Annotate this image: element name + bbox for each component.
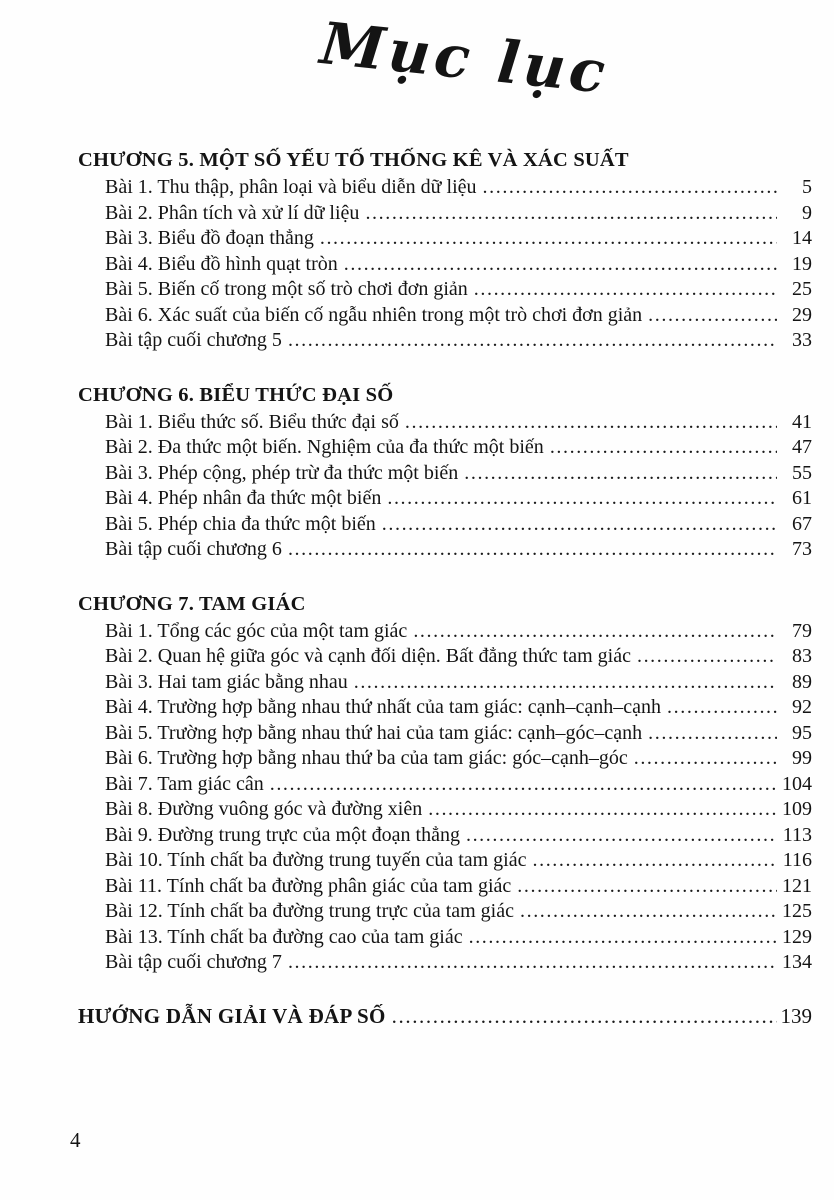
entry-page-number: 5 — [802, 176, 812, 198]
toc-entry — [78, 899, 812, 925]
page-title-wrap — [0, 0, 834, 128]
footer-page-number: 4 — [70, 1128, 81, 1152]
entry-label: Bài 5. Biến cố trong một số trò chơi đơn giản — [105, 278, 468, 300]
toc-entry — [78, 848, 812, 874]
toc-entry — [78, 823, 812, 849]
chapter-section — [78, 590, 812, 976]
dot-leader — [464, 461, 777, 487]
entry-label: Bài 5. Trường hợp bằng nhau thứ hai của tam giác: cạnh–góc–cạnh — [105, 721, 643, 744]
entry-label: Bài 6. Trường hợp bằng nhau thứ ba của tam giác: góc–cạnh–góc — [105, 747, 628, 769]
entry-page-number: 99 — [792, 747, 812, 769]
dot-leader — [365, 201, 777, 227]
page-title: Mục lục — [317, 9, 613, 107]
entry-page-number: 79 — [792, 619, 812, 642]
entry-page-number: 89 — [792, 670, 812, 693]
dot-leader — [648, 721, 777, 747]
toc-list — [0, 128, 834, 976]
dot-leader — [288, 537, 777, 563]
toc-entry — [78, 201, 812, 227]
entry-page-number: 61 — [792, 487, 812, 509]
toc-entry — [78, 695, 812, 721]
dot-leader — [344, 252, 777, 278]
entry-label: Bài 5. Phép chia đa thức một biến — [105, 512, 376, 535]
entry-label: Bài 2. Đa thức một biến. Nghiệm của đa thức một biến — [105, 436, 544, 458]
final-entry-page-number: 139 — [780, 1003, 812, 1028]
toc-entry — [78, 226, 812, 252]
toc-entry — [78, 874, 812, 900]
dot-leader — [634, 746, 777, 772]
dot-leader — [637, 644, 777, 670]
toc-entry — [78, 925, 812, 951]
entry-label: Bài tập cuối chương 6 — [105, 538, 282, 560]
chapter-heading: CHƯƠNG 5. MỘT SỐ YẾU TỐ THỐNG KÊ VÀ XÁC SUẤT — [78, 149, 629, 171]
entry-label: Bài 12. Tính chất ba đường trung trực của tam giác — [105, 900, 514, 922]
chapter-section — [78, 381, 812, 563]
dot-leader — [382, 512, 777, 538]
toc-entry — [78, 721, 812, 747]
entry-label: Bài 4. Trường hợp bằng nhau thứ nhất của tam giác: cạnh–cạnh–cạnh — [105, 696, 662, 718]
dot-leader — [270, 772, 777, 798]
entry-page-number: 129 — [782, 925, 812, 948]
entry-page-number: 41 — [792, 410, 812, 433]
toc-entry — [78, 303, 812, 329]
dot-leader — [428, 797, 777, 823]
dot-leader — [466, 823, 777, 849]
dot-leader — [288, 328, 777, 354]
entry-page-number: 121 — [782, 874, 812, 897]
toc-entry — [78, 797, 812, 823]
entry-label: Bài tập cuối chương 7 — [105, 951, 282, 973]
entry-label: Bài 4. Biểu đồ hình quạt tròn — [105, 252, 338, 275]
entry-page-number: 33 — [792, 329, 812, 351]
entry-label: Bài 1. Tổng các góc của một tam giác — [105, 619, 408, 642]
entry-label: Bài 9. Đường trung trực của một đoạn thẳng — [105, 823, 460, 846]
entry-label: Bài 6. Xác suất của biến cố ngẫu nhiên trong một trò chơi đơn giản — [105, 303, 643, 326]
dot-leader — [667, 695, 777, 721]
entry-label: Bài 3. Biểu đồ đoạn thẳng — [105, 227, 314, 249]
dot-leader — [288, 950, 777, 976]
toc-entry — [78, 950, 812, 976]
final-entry-label: HƯỚNG DẪN GIẢI VÀ ĐÁP SỐ — [78, 1003, 386, 1028]
entry-label: Bài 1. Thu thập, phân loại và biểu diễn dữ liệu — [105, 176, 477, 198]
dot-leader — [474, 277, 777, 303]
entry-label: Bài 3. Phép cộng, phép trừ đa thức một biến — [105, 461, 459, 484]
dot-leader — [405, 410, 777, 436]
dot-leader — [517, 874, 777, 900]
toc-entry — [78, 175, 812, 201]
dot-leader — [533, 848, 778, 874]
dot-leader — [320, 226, 777, 252]
toc-entry — [78, 512, 812, 538]
dot-leader — [520, 899, 777, 925]
entry-page-number: 109 — [782, 798, 812, 820]
toc-entry — [78, 252, 812, 278]
toc-entry — [78, 410, 812, 436]
dot-leader — [354, 670, 777, 696]
toc-entry — [78, 670, 812, 696]
chapter-heading: CHƯƠNG 6. BIỂU THỨC ĐẠI SỐ — [78, 383, 394, 406]
toc-final-entry — [0, 1004, 834, 1029]
entry-label: Bài 3. Hai tam giác bằng nhau — [105, 670, 348, 693]
entry-label: Bài 1. Biểu thức số. Biểu thức đại số — [105, 410, 399, 433]
toc-entry — [78, 537, 812, 563]
dot-leader — [387, 486, 777, 512]
entry-label: Bài tập cuối chương 5 — [105, 329, 282, 351]
entry-page-number: 95 — [792, 721, 812, 744]
entry-page-number: 67 — [792, 512, 812, 535]
chapter-heading: CHƯƠNG 7. TAM GIÁC — [78, 592, 306, 615]
entry-page-number: 9 — [802, 201, 812, 224]
toc-entry — [78, 461, 812, 487]
entry-page-number: 125 — [782, 900, 812, 922]
entry-page-number: 14 — [792, 227, 812, 249]
dot-leader — [469, 925, 777, 951]
dot-leader — [413, 619, 777, 645]
entry-page-number: 73 — [792, 538, 812, 560]
entry-page-number: 92 — [792, 696, 812, 718]
entry-page-number: 113 — [782, 823, 812, 846]
entry-label: Bài 2. Quan hệ giữa góc và cạnh đối diện. Bất đẳng thức tam giác — [105, 645, 631, 667]
entry-page-number: 116 — [782, 849, 812, 871]
entry-label: Bài 10. Tính chất ba đường trung tuyến của tam giác — [105, 849, 527, 871]
toc-entry — [78, 277, 812, 303]
dot-leader — [392, 1004, 777, 1029]
dot-leader — [648, 303, 777, 329]
entry-label: Bài 11. Tính chất ba đường phân giác của tam giác — [105, 874, 512, 897]
chapter-section — [78, 146, 812, 354]
entry-page-number: 25 — [792, 278, 812, 300]
entry-page-number: 29 — [792, 303, 812, 326]
entry-page-number: 134 — [782, 951, 812, 973]
entry-page-number: 55 — [792, 461, 812, 484]
toc-entry — [78, 435, 812, 461]
toc-entry — [78, 772, 812, 798]
entry-page-number: 104 — [782, 772, 812, 795]
toc-entry — [78, 746, 812, 772]
entry-label: Bài 2. Phân tích và xử lí dữ liệu — [105, 201, 360, 224]
entry-label: Bài 8. Đường vuông góc và đường xiên — [105, 798, 423, 820]
entry-label: Bài 4. Phép nhân đa thức một biến — [105, 487, 382, 509]
toc-entry — [78, 486, 812, 512]
entry-label: Bài 7. Tam giác cân — [105, 772, 264, 795]
toc-entry — [78, 644, 812, 670]
entry-label: Bài 13. Tính chất ba đường cao của tam giác — [105, 925, 463, 948]
entry-page-number: 83 — [792, 645, 812, 667]
toc-entry — [78, 328, 812, 354]
entry-page-number: 47 — [792, 436, 812, 458]
entry-page-number: 19 — [792, 252, 812, 275]
dot-leader — [550, 435, 777, 461]
toc-entry — [78, 619, 812, 645]
dot-leader — [483, 175, 777, 201]
